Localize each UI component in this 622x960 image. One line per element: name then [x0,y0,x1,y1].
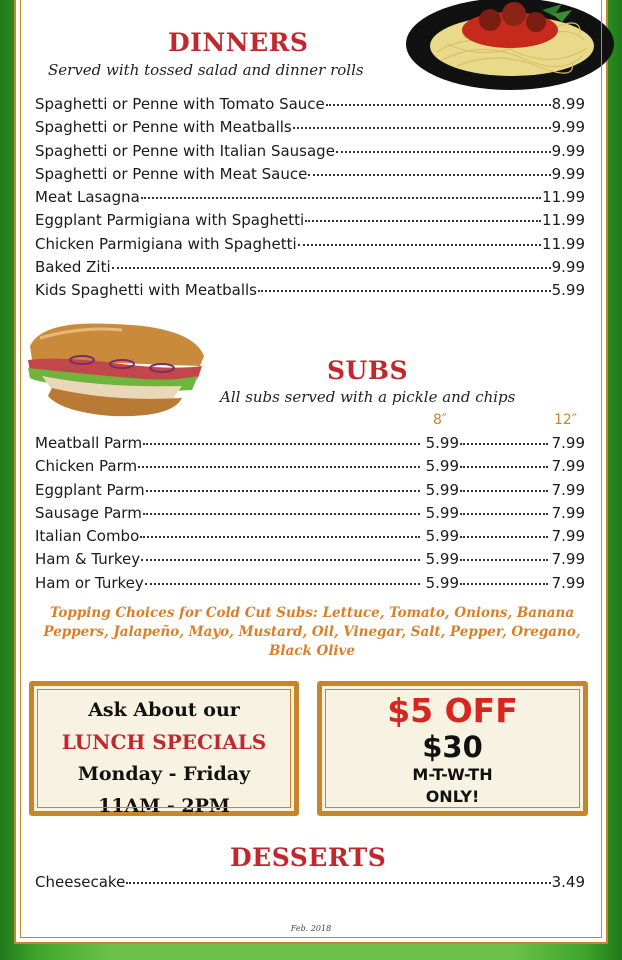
price-8-inch: 5.99 [425,503,459,522]
menu-item [35,211,585,234]
sub-item [35,481,585,504]
menu-item [35,142,585,165]
dinners-title: DINNERS [168,28,309,57]
dot-leader [305,220,541,222]
item-name: Meatball Parm [35,434,143,452]
item-name: Spaghetti or Penne with Italian Sausage [35,141,335,160]
item-name: Sausage Parm [35,503,142,522]
sub-item [35,504,585,527]
lunch-line-4: 11AM - 2PM [98,795,230,817]
lunch-line-2: LUNCH SPECIALS [61,730,267,754]
price-8-inch: 5.99 [425,573,459,592]
item-name: Baked Ziti [35,258,111,277]
topping-choices: Topping Choices for Cold Cut Subs: Lettuce, Tomato, Onions, Banana Peppers, Jalapeño, Mayo, Mustard, Oil, Vinegar, Salt, Pepper, Oregano, Black Olive [43,605,581,659]
menu-page [14,0,608,944]
dot-leader [460,513,548,515]
price-8-inch: 5.99 [425,527,459,546]
dinners-subtitle: Served with tossed salad and dinner rolls [48,61,364,79]
lunch-line-1: Ask About our [88,699,240,721]
item-name: Eggplant Parmigiana with Spaghetti [35,211,305,230]
menu-item [35,118,585,141]
price-12-inch: 7.99 [551,573,585,592]
sub-item [35,550,585,573]
item-price: 11.99 [542,234,585,253]
sub-item [35,574,585,597]
dot-leader [460,466,548,468]
dinners-list [35,95,585,305]
item-name: Eggplant Parm [35,480,145,499]
dot-leader [146,490,420,492]
dot-leader [336,151,551,153]
discount-line-2: $30 [422,730,483,764]
item-name: Ham or Turkey [35,573,144,592]
sub-sandwich-image [22,316,210,424]
price-12-inch: 7.99 [551,434,585,452]
item-name: Spaghetti or Penne with Meatballs [35,118,292,137]
sub-item [35,434,585,457]
subs-title: SUBS [327,356,409,385]
menu-date: Feb. 2018 [290,924,332,933]
size-12-inch-header: 12″ [554,412,578,428]
price-8-inch: 5.99 [425,550,459,569]
item-price: 9.99 [551,118,585,137]
menu-item [35,258,585,281]
item-price: 8.99 [551,95,585,113]
item-name: Cheesecake [35,873,126,891]
item-price: 9.99 [551,164,585,183]
item-price: 11.99 [542,188,585,207]
discount-line-1: $5 OFF [387,691,518,730]
item-price: 3.49 [551,873,585,891]
sub-item [35,457,585,480]
menu-item [35,235,585,258]
dot-leader [460,490,548,492]
size-8-inch-header: 8″ [433,412,448,428]
dot-leader [141,197,541,199]
item-name: Italian Combo [35,527,140,546]
item-name: Chicken Parm [35,457,138,476]
menu-item [35,165,585,188]
dot-leader [293,127,551,129]
discount-line-3: M-T-W-TH [412,765,493,784]
menu-item [35,188,585,211]
discount-line-4: ONLY! [425,787,480,806]
item-name: Spaghetti or Penne with Tomato Sauce [35,95,325,113]
dot-leader [258,290,551,292]
price-12-inch: 7.99 [551,457,585,476]
item-name: Spaghetti or Penne with Meat Sauce [35,164,308,183]
menu-item [35,95,585,118]
lunch-specials-box [29,681,299,816]
dot-leader [138,466,420,468]
dot-leader [143,443,420,445]
desserts-list [35,873,585,896]
dot-leader [460,443,548,445]
price-12-inch: 7.99 [551,503,585,522]
menu-item [35,281,585,304]
spaghetti-plate-image [402,0,614,92]
item-price: 11.99 [542,211,585,230]
item-price: 5.99 [551,281,585,300]
item-name: Chicken Parmigiana with Spaghetti [35,234,297,253]
dot-leader [126,882,550,884]
sub-item [35,527,585,550]
item-price: 9.99 [551,258,585,277]
price-8-inch: 5.99 [425,480,459,499]
desserts-title: DESSERTS [230,843,387,872]
dot-leader [298,244,541,246]
item-name: Meat Lasagna [35,188,140,207]
price-12-inch: 7.99 [551,550,585,569]
dot-leader [460,536,548,538]
dot-leader [326,104,551,106]
dot-leader [112,267,551,269]
dot-leader [140,536,420,538]
price-8-inch: 5.99 [425,434,459,452]
price-8-inch: 5.99 [425,457,459,476]
price-12-inch: 7.99 [551,527,585,546]
dot-leader [145,583,420,585]
subs-subtitle: All subs served with a pickle and chips [220,388,516,406]
dot-leader [460,583,548,585]
menu-item [35,873,585,896]
price-12-inch: 7.99 [551,480,585,499]
subs-list [35,434,585,597]
item-name: Ham & Turkey [35,550,141,569]
dot-leader [460,559,548,561]
item-name: Kids Spaghetti with Meatballs [35,281,257,300]
dot-leader [143,513,420,515]
lunch-line-3: Monday - Friday [77,763,251,785]
discount-box [317,681,588,816]
dot-leader [141,559,420,561]
dot-leader [308,174,550,176]
item-price: 9.99 [551,141,585,160]
